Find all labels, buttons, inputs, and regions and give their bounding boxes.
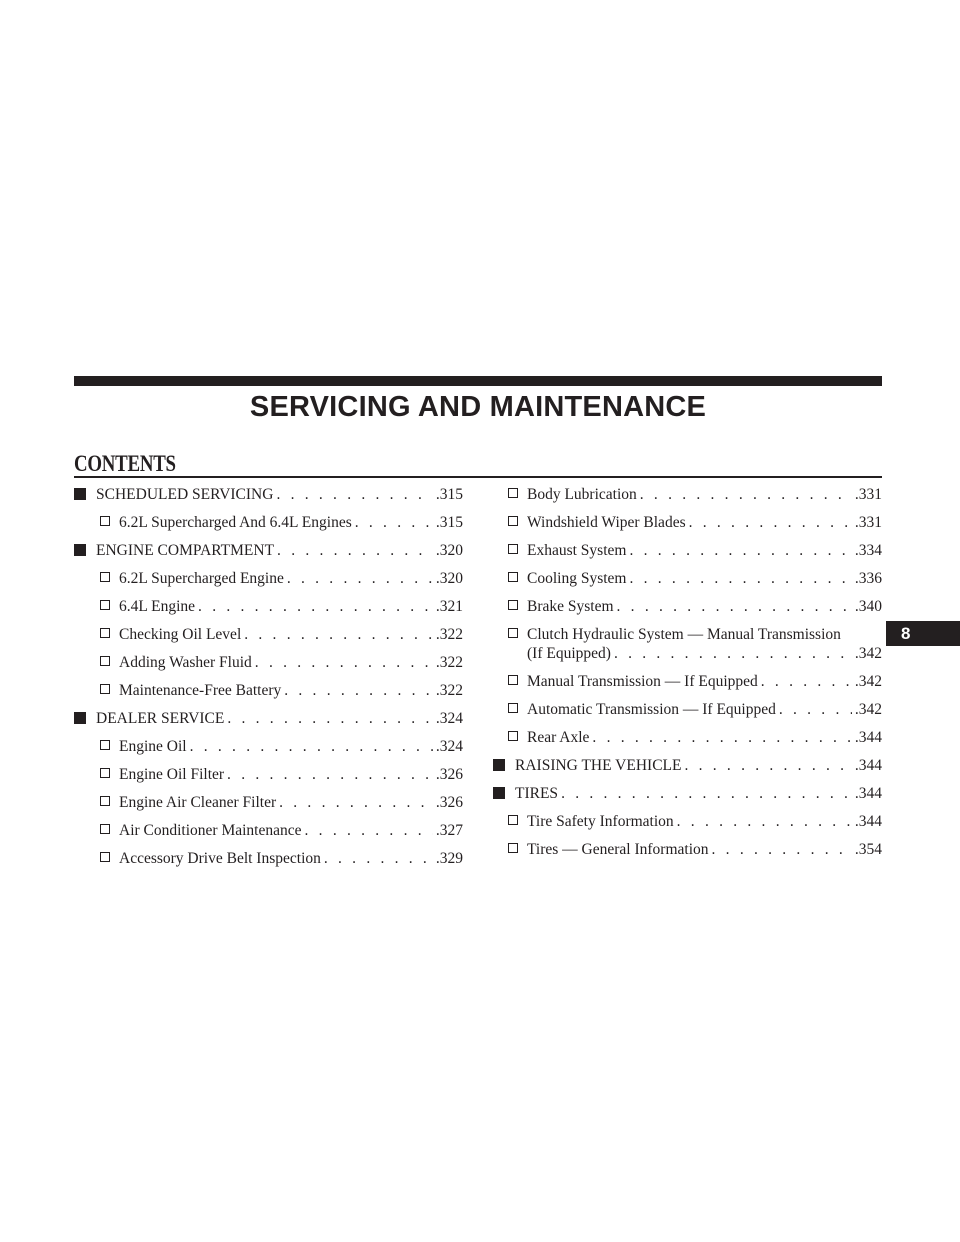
toc-label: Accessory Drive Belt Inspection: [119, 850, 321, 867]
toc-label: Engine Air Cleaner Filter: [119, 794, 277, 811]
toc-page-number: .344: [854, 785, 882, 802]
toc-column-left: [74, 481, 463, 873]
toc-label: ENGINE COMPARTMENT: [96, 542, 275, 559]
toc-entry-drive-belt-inspection[interactable]: [74, 845, 463, 873]
dot-leader: [592, 724, 851, 752]
dot-leader: [712, 836, 852, 864]
toc-entry-engine-compartment[interactable]: [74, 537, 463, 565]
toc-page-number: .342: [854, 701, 882, 718]
toc-column-right: [493, 481, 882, 864]
toc-entry-checking-oil-level[interactable]: [74, 621, 463, 649]
square-outline-bullet-icon: [508, 488, 518, 498]
contents-rule: [74, 476, 882, 478]
dot-leader: [640, 481, 852, 509]
square-outline-bullet-icon: [100, 656, 110, 666]
toc-page-number: .315: [435, 514, 463, 531]
toc-page-number: .322: [435, 682, 463, 699]
toc-label-continuation: (If Equipped): [527, 645, 611, 662]
toc-label: 6.4L Engine: [119, 598, 196, 615]
toc-entry-continuation-line: [508, 644, 882, 663]
toc-entry-tires[interactable]: [493, 780, 882, 808]
toc-label: Manual Transmission — If Equipped: [527, 673, 758, 690]
toc-page-number: .315: [435, 486, 463, 503]
square-filled-bullet-icon: [74, 712, 86, 724]
chapter-title: SERVICING AND MAINTENANCE: [249, 391, 707, 423]
toc-label: Adding Washer Fluid: [119, 654, 252, 671]
toc-page-number: .326: [435, 794, 463, 811]
dot-leader: [614, 644, 852, 663]
toc-entry-supercharged-engine[interactable]: [74, 565, 463, 593]
toc-page-number: .344: [854, 757, 882, 774]
square-filled-bullet-icon: [74, 544, 86, 556]
toc-entry-adding-washer-fluid[interactable]: [74, 649, 463, 677]
dot-leader: [677, 808, 852, 836]
toc-label: Windshield Wiper Blades: [527, 514, 686, 531]
toc-label: Rear Axle: [527, 729, 590, 746]
toc-page-number: .336: [854, 570, 882, 587]
square-outline-bullet-icon: [508, 544, 518, 554]
square-outline-bullet-icon: [508, 731, 518, 741]
chapter-tab-number: 8: [901, 624, 911, 643]
toc-entry-maintenance-free-battery[interactable]: [74, 677, 463, 705]
square-outline-bullet-icon: [508, 843, 518, 853]
square-filled-bullet-icon: [493, 787, 505, 799]
dot-leader: [761, 668, 852, 696]
toc-label: Checking Oil Level: [119, 626, 242, 643]
toc-label: Maintenance-Free Battery: [119, 682, 282, 699]
toc-page-number: .342: [854, 645, 882, 662]
toc-page-number: .326: [435, 766, 463, 783]
dot-leader: [629, 537, 851, 565]
toc-entry-brake-system[interactable]: [493, 593, 882, 621]
square-outline-bullet-icon: [508, 572, 518, 582]
dot-leader: [227, 761, 433, 789]
dot-leader: [284, 677, 433, 705]
toc-entry-cooling-system[interactable]: [493, 565, 882, 593]
toc-entry-tire-safety-information[interactable]: [493, 808, 882, 836]
toc-page-number: .320: [435, 570, 463, 587]
toc-page-number: .340: [854, 598, 882, 615]
toc-entry-tires-general-information[interactable]: [493, 836, 882, 864]
square-outline-bullet-icon: [100, 684, 110, 694]
toc-entry-line: [508, 625, 882, 644]
square-outline-bullet-icon: [100, 796, 110, 806]
dot-leader: [276, 481, 432, 509]
toc-entry-air-conditioner-maintenance[interactable]: [74, 817, 463, 845]
dot-leader: [617, 593, 852, 621]
toc-label: Engine Oil Filter: [119, 766, 225, 783]
toc-entry-dealer-service[interactable]: [74, 705, 463, 733]
toc-page-number: .342: [854, 673, 882, 690]
toc-page-number: .327: [435, 822, 463, 839]
dot-leader: [244, 621, 433, 649]
toc-label: Exhaust System: [527, 542, 627, 559]
toc-label: Tire Safety Information: [527, 813, 674, 830]
toc-label: Automatic Transmission — If Equipped: [527, 701, 776, 718]
toc-label: 6.2L Supercharged And 6.4L Engines: [119, 514, 352, 531]
toc-page-number: .344: [854, 813, 882, 830]
toc-page-number: .344: [854, 729, 882, 746]
toc-label: DEALER SERVICE: [96, 710, 225, 727]
square-filled-bullet-icon: [74, 488, 86, 500]
square-outline-bullet-icon: [100, 852, 110, 862]
square-outline-bullet-icon: [508, 815, 518, 825]
toc-entry-engine-oil-filter[interactable]: [74, 761, 463, 789]
contents-heading: CONTENTS: [74, 451, 176, 476]
square-outline-bullet-icon: [100, 516, 110, 526]
toc-entry-body-lubrication[interactable]: [493, 481, 882, 509]
dot-leader: [689, 509, 852, 537]
dot-leader: [255, 649, 433, 677]
chapter-top-rule: [74, 376, 882, 386]
dot-leader: [287, 565, 433, 593]
toc-entry-64l-engine[interactable]: [74, 593, 463, 621]
toc-entry-manual-transmission[interactable]: [493, 668, 882, 696]
toc-entry-raising-the-vehicle[interactable]: [493, 752, 882, 780]
toc-label: Clutch Hydraulic System — Manual Transmission: [527, 626, 841, 643]
dot-leader: [561, 780, 852, 808]
toc-entry-engine-oil[interactable]: [74, 733, 463, 761]
toc-page-number: .324: [435, 738, 463, 755]
toc-entry-exhaust-system[interactable]: [493, 537, 882, 565]
square-outline-bullet-icon: [508, 703, 518, 713]
toc-label: 6.2L Supercharged Engine: [119, 570, 284, 587]
dot-leader: [779, 696, 852, 724]
square-outline-bullet-icon: [508, 600, 518, 610]
toc-entry-wiper-blades[interactable]: [493, 509, 882, 537]
toc-label: TIRES: [515, 785, 559, 802]
square-outline-bullet-icon: [100, 572, 110, 582]
toc-entry-clutch-hydraulic-system[interactable]: [493, 621, 882, 668]
square-outline-bullet-icon: [508, 675, 518, 685]
toc-entry-air-cleaner-filter[interactable]: [74, 789, 463, 817]
dot-leader: [277, 537, 433, 565]
toc-label: RAISING THE VEHICLE: [515, 757, 682, 774]
toc-page-number: .334: [854, 542, 882, 559]
toc-page-number: .329: [435, 850, 463, 867]
toc-page-number: .324: [435, 710, 463, 727]
toc-label: Engine Oil: [119, 738, 187, 755]
dot-leader: [227, 705, 433, 733]
toc-label: Cooling System: [527, 570, 627, 587]
toc-page-number: .320: [435, 542, 463, 559]
toc-entry-engines[interactable]: [74, 509, 463, 537]
toc-entry-automatic-transmission[interactable]: [493, 696, 882, 724]
square-outline-bullet-icon: [100, 600, 110, 610]
square-outline-bullet-icon: [100, 740, 110, 750]
dot-leader: [355, 509, 433, 537]
square-outline-bullet-icon: [100, 628, 110, 638]
toc-label: Air Conditioner Maintenance: [119, 822, 302, 839]
toc-page-number: .331: [854, 486, 882, 503]
toc-page-number: .322: [435, 626, 463, 643]
square-outline-bullet-icon: [100, 768, 110, 778]
toc-label: Brake System: [527, 598, 614, 615]
square-outline-bullet-icon: [508, 628, 518, 638]
dot-leader: [279, 789, 433, 817]
square-outline-bullet-icon: [508, 516, 518, 526]
toc-label: Body Lubrication: [527, 486, 637, 503]
dot-leader: [324, 845, 433, 873]
dot-leader: [198, 593, 433, 621]
dot-leader: [190, 733, 433, 761]
toc-page-number: .321: [435, 598, 463, 615]
square-outline-bullet-icon: [100, 824, 110, 834]
dot-leader: [629, 565, 851, 593]
chapter-tab: [886, 621, 960, 646]
toc-label: Tires — General Information: [527, 841, 709, 858]
toc-page-number: .354: [854, 841, 882, 858]
toc-entry-scheduled-servicing[interactable]: [74, 481, 463, 509]
toc-page-number: .331: [854, 514, 882, 531]
toc-entry-rear-axle[interactable]: [493, 724, 882, 752]
dot-leader: [684, 752, 851, 780]
dot-leader: [305, 817, 433, 845]
square-filled-bullet-icon: [493, 759, 505, 771]
toc-label: SCHEDULED SERVICING: [96, 486, 274, 503]
toc-page-number: .322: [435, 654, 463, 671]
